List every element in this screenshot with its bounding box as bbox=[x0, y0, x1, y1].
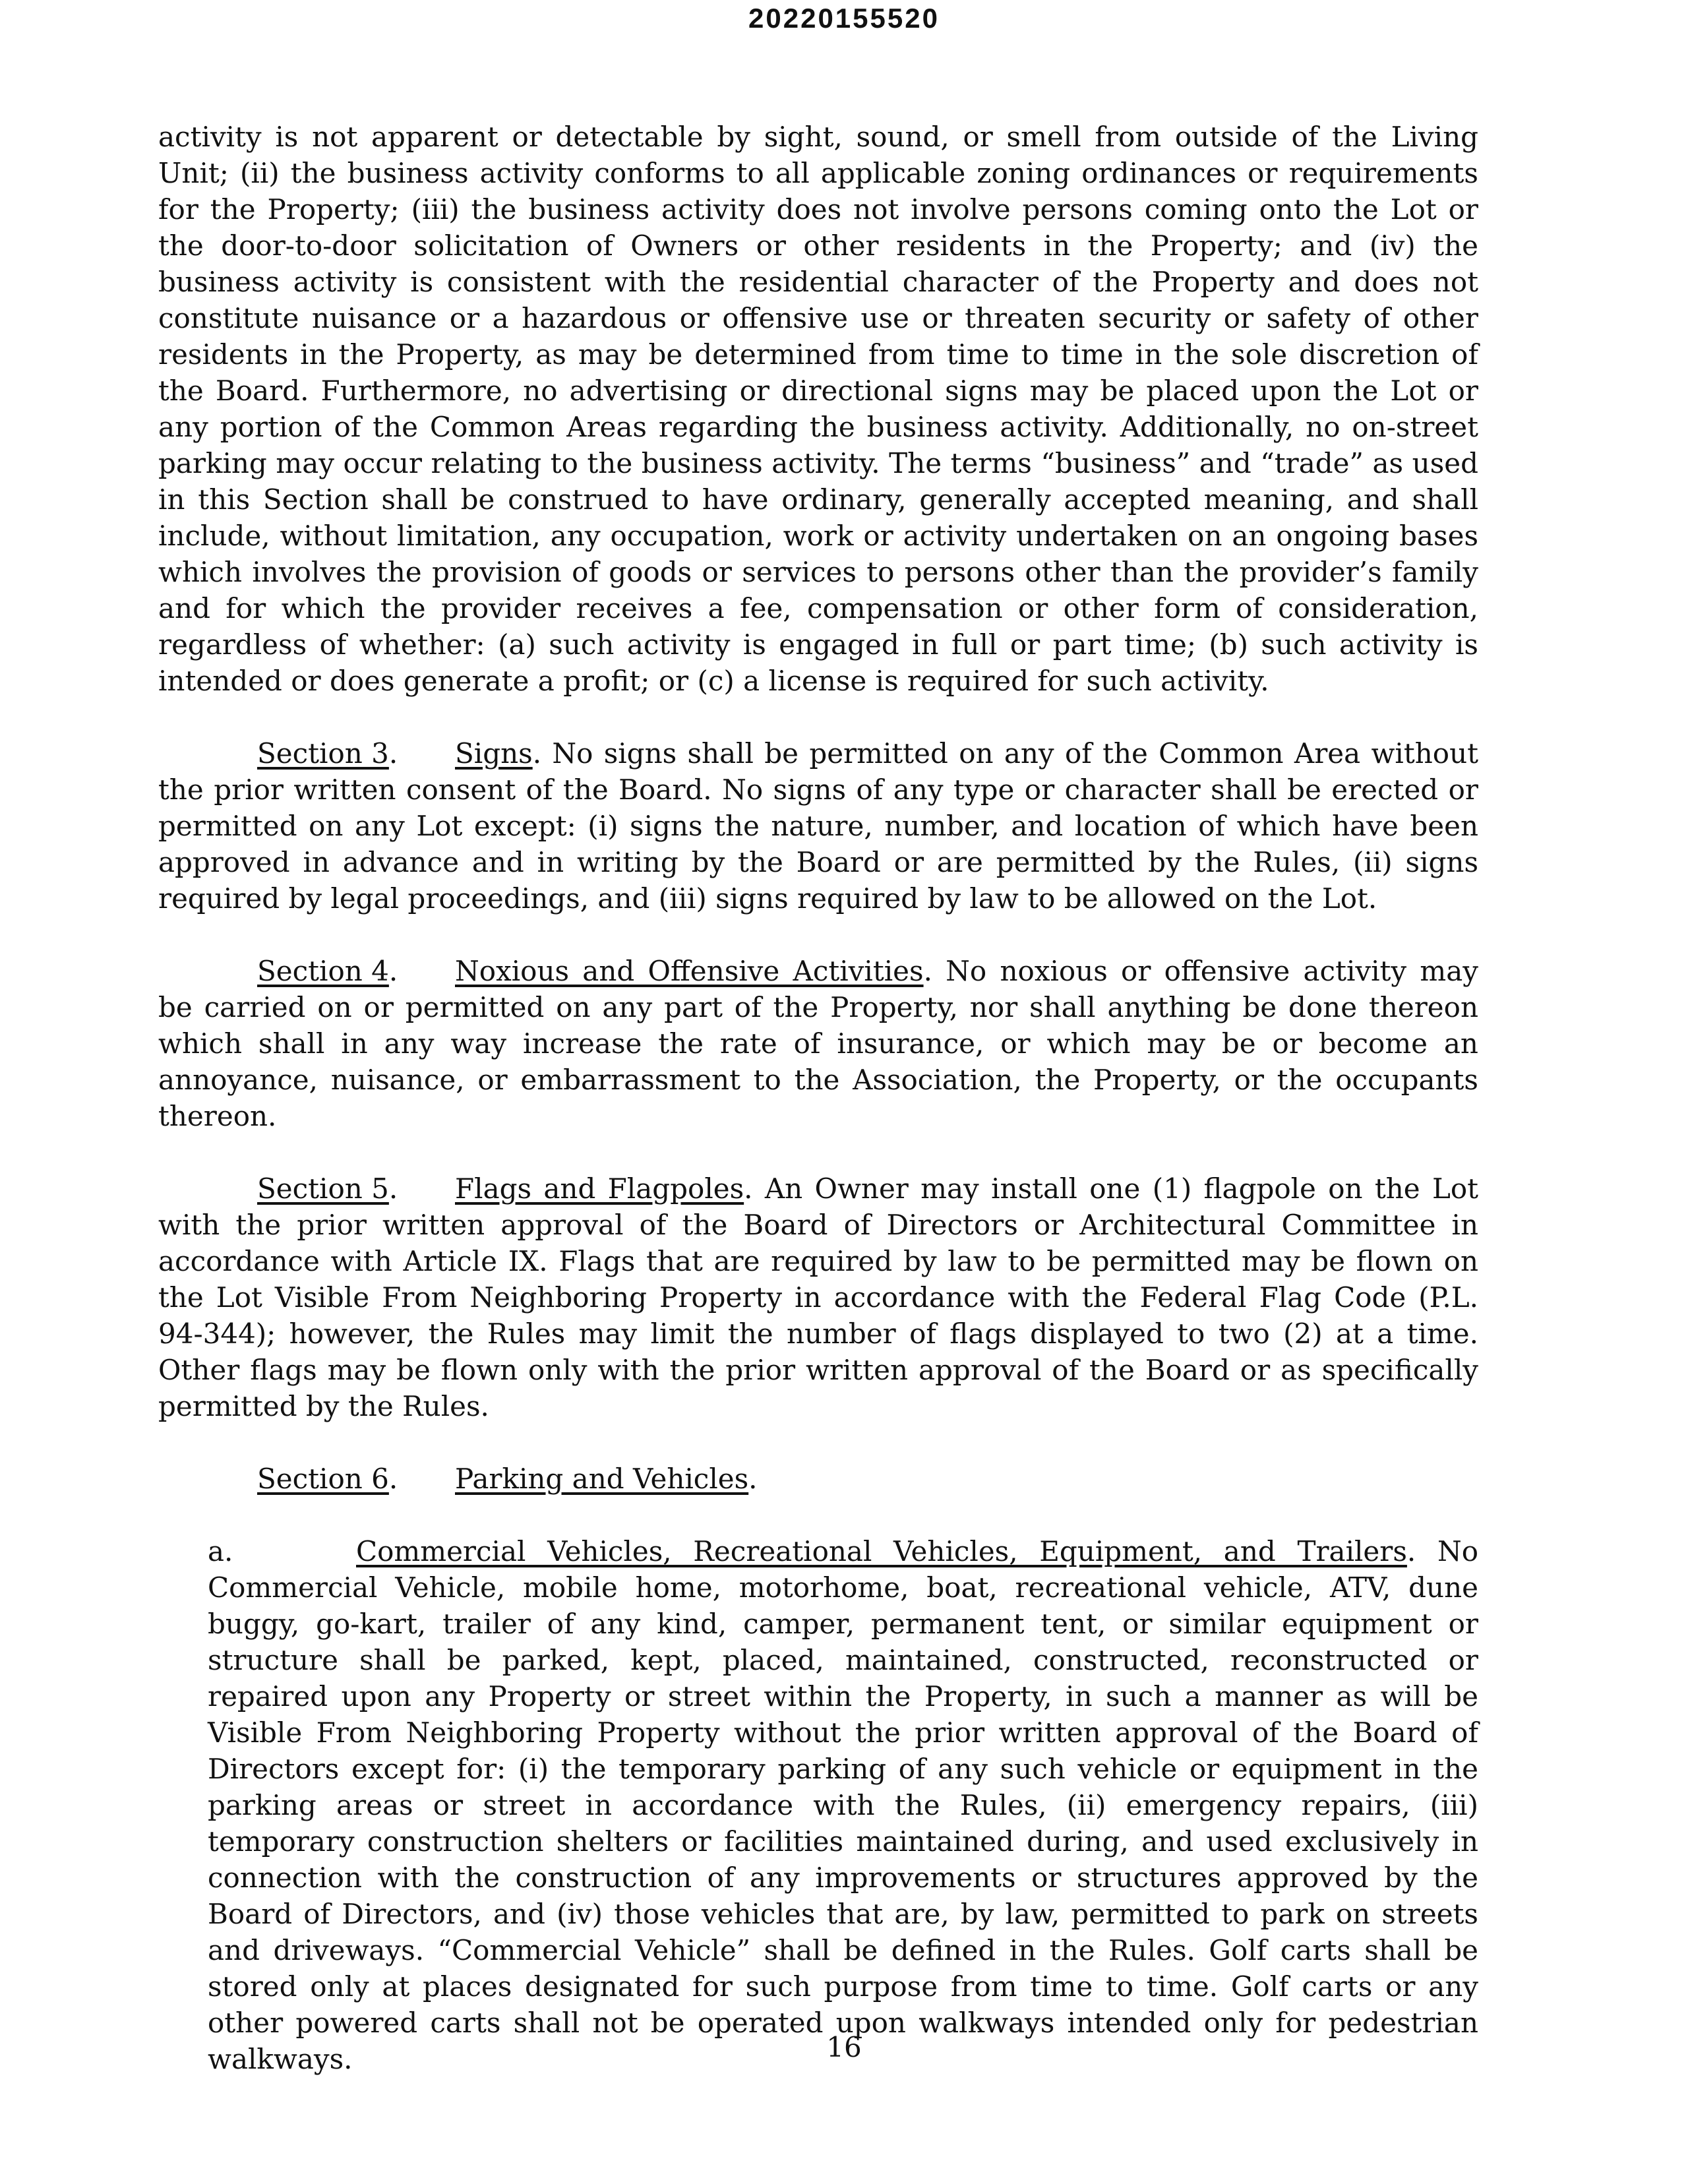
section-4: Section 4. Noxious and Offensive Activities. No noxious or offensive activity may be carried on or permitted on any part of the Property, nor shall anything be done thereon which shall in any way increase the rate of insurance, or which may be or become an annoyance, nuisance, or embarrassment to the Association, the Property, or the occupants thereon. bbox=[158, 955, 1478, 1132]
subsection-a: a. Commercial Vehicles, Recreational Vehicles, Equipment, and Trailers. No Commercial Vehicle, mobile home, motorhome, boat, recreational vehicle, ATV, dune buggy, go-kart, trailer of any kind, camper, permanent tent, or similar equipment or structure shall be parked, kept, placed, maintained, constructed, reconstructed or repaired upon any Property or street within the Property, in such a manner as will be Visible From Neighboring Property without the prior written approval of the Board of Directors except for: (i) the temporary parking of any such vehicle or equipment in the parking areas or street in accordance with the Rules, (ii) emergency repairs, (iii) temporary construction shelters or facilities maintained during, and used exclusively in connection with the construction of any improvements or structures approved by the Board of Directors, and (iv) those vehicles that are, by law, permitted to park on streets and driveways. “Commercial Vehicle” shall be defined in the Rules. Golf carts shall be stored only at places designated for such purpose from time to time. Golf carts or any other powered carts shall not be operated upon walkways intended only for pedestrian walkways. bbox=[208, 1533, 1478, 2077]
page-number: 16 bbox=[826, 2031, 862, 2063]
section-3-title: Signs bbox=[455, 737, 533, 770]
section-5: Section 5. Flags and Flagpoles. An Owner may install one (1) flagpole on the Lot with the prior written approval of the Board of Directors or Architectural Committee in accordance with Article IX. Flags that are required by law to be permitted may be flown on the Lot Visible From Neighboring Property in accordance with the Federal Flag Code (P.L. 94-344); however, the Rules may limit the number of flags displayed to two (2) at a time. Other flags may be flown only with the prior written approval of the Board or as specifically permitted by the Rules. bbox=[158, 1172, 1479, 1422]
section-5-text: An Owner may install one (1) flagpole on the Lot with the prior written approval of the Board of Directors or Architectural Committee in accordance with Article IX. Flags that are required by law to be permitted may be flown on the Lot Visible From Neighboring Property in accordance with the Federal Flag Code (P.L. 94-344); however, the Rules may limit the number of flags displayed to two (2) at a time. Other flags may be flown only with the prior written approval of the Board or as specifically permitted by the Rules. bbox=[158, 1172, 1479, 1422]
subsection-a-label: a. bbox=[208, 1535, 233, 1567]
section-3-text: No signs shall be permitted on any of the Common Area without the prior written consent of the Board. No signs of any type or character shall be erected or permitted on any Lot except: (i) signs the nature, number, and location of which have been approved in advance and in writing by the Board or are permitted by the Rules, (ii) signs required by legal proceedings, and (iii) signs required by law to be allowed on the Lot. bbox=[158, 737, 1478, 915]
section-5-label: Section 5 bbox=[257, 1172, 389, 1205]
section-6-label: Section 6 bbox=[257, 1463, 389, 1495]
document-body bbox=[158, 119, 1478, 2113]
subsection-a-text: No Commercial Vehicle, mobile home, motorhome, boat, recreational vehicle, ATV, dune buggy, go-kart, trailer of any kind, camper, permanent tent, or similar equipment or structure shall be parked, kept, placed, maintained, constructed, reconstructed or repaired upon any Property or street within the Property, in such a manner as will be Visible From Neighboring Property without the prior written approval of the Board of Directors except for: (i) the temporary parking of any such vehicle or equipment in the parking areas or street in accordance with the Rules, (ii) emergency repairs, (iii) temporary construction shelters or facilities maintained during, and used exclusively in connection with the construction of any improvements or structures approved by the Board of Directors, and (iv) those vehicles that are, by law, permitted to park on streets and driveways. “Commercial Vehicle” shall be defined in the Rules. Golf carts shall be stored only at places designated for such purpose from time to time. Golf carts or any other powered carts shall not be operated upon walkways intended only for pedestrian walkways. bbox=[208, 1535, 1478, 2075]
section-4-text: No noxious or offensive activity may be carried on or permitted on any part of the Property, nor shall anything be done thereon which shall in any way increase the rate of insurance, or which may be or become an annoyance, nuisance, or embarrassment to the Association, the Property, or the occupants thereon. bbox=[158, 955, 1478, 1132]
section-3-label: Section 3 bbox=[257, 737, 389, 770]
section-5-title: Flags and Flagpoles bbox=[455, 1172, 744, 1205]
section-6: Section 6. Parking and Vehicles. bbox=[257, 1463, 758, 1495]
section-6-title: Parking and Vehicles bbox=[455, 1463, 749, 1495]
section-4-label: Section 4 bbox=[257, 955, 389, 987]
subsection-a-title: Commercial Vehicles, Recreational Vehicles, Equipment, and Trailers bbox=[356, 1535, 1407, 1567]
section-3: Section 3. Signs. No signs shall be permitted on any of the Common Area without the prior written consent of the Board. No signs of any type or character shall be erected or permitted on any Lot except: (i) signs the nature, number, and location of which have been approved in advance and in writing by the Board or are permitted by the Rules, (ii) signs required by legal proceedings, and (iii) signs required by law to be allowed on the Lot. bbox=[158, 737, 1478, 915]
intro-paragraph: activity is not apparent or detectable by sight, sound, or smell from outside of the Living Unit; (ii) the business activity conforms to all applicable zoning ordinances or requirements for the Property; (iii) the business activity does not involve persons coming onto the Lot or the door-to-door solicitation of Owners or other residents in the Property; and (iv) the business activity is consistent with the residential character of the Property and does not constitute nuisance or a hazardous or offensive use or threaten security or safety of other residents in the Property, as may be determined from time to time in the sole discretion of the Board. Furthermore, no advertising or directional signs may be placed upon the Lot or any portion of the Common Areas regarding the business activity. Additionally, no on-street parking may occur relating to the business activity. The terms “business” and “trade” as used in this Section shall be construed to have ordinary, generally accepted meaning, and shall include, without limitation, any occupation, work or activity undertaken on an ongoing bases which involves the provision of goods or services to persons other than the provider’s family and for which the provider receives a fee, compensation or other form of consideration, regardless of whether: (a) such activity is engaged in full or part time; (b) such activity is intended or does generate a profit; or (c) a license is required for such activity. bbox=[158, 121, 1478, 697]
document-number: 20220155520 bbox=[748, 3, 940, 34]
section-4-title: Noxious and Offensive Activities bbox=[455, 955, 924, 987]
